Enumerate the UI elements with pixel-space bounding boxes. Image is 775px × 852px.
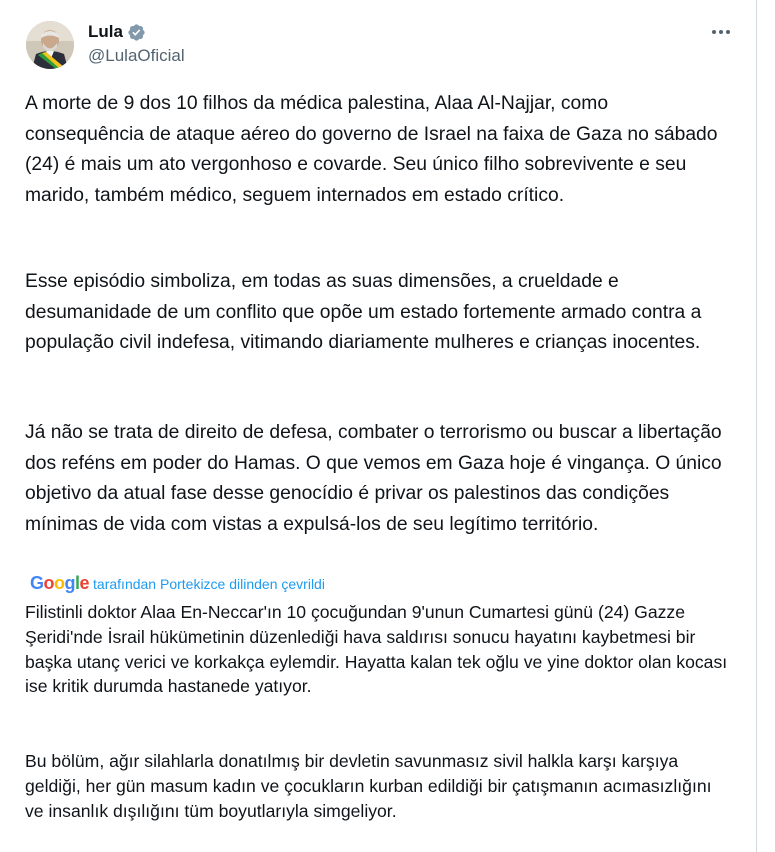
google-logo-letter: G bbox=[30, 573, 44, 593]
google-logo-letter: l bbox=[75, 573, 80, 593]
author-row bbox=[88, 22, 146, 42]
translated-paragraph: Filistinli doktor Alaa En-Neccar'ın 10 çocuğundan 9'unun Cumartesi günü (24) Gazze Şeridi'nde İsrail hükümetinin düzenlediği hava saldırısı sonucu hayatını kaybetmesi bir başka utanç verici ve korkakça eylemdir. Hayatta kalan tek oğlu ve yine doktor olan kocası ise kritik durumda hastanede yatıyor. bbox=[25, 602, 728, 697]
tweet-paragraph: A morte de 9 dos 10 filhos da médica palestina, Alaa Al-Najjar, como consequência de ataque aéreo do governo de Israel na faixa de Gaza no sábado (24) é mais um ato vergonhoso e covarde. Seu único filho sobrevivente e seu marido, também médico, seguem internados em estado crítico. bbox=[25, 93, 718, 206]
avatar[interactable] bbox=[26, 21, 74, 69]
google-logo-letter: o bbox=[54, 573, 65, 593]
google-logo-letter: g bbox=[64, 573, 76, 593]
translated-paragraph: Bu bölüm, ağır silahlarla donatılmış bir devletin savunmasız sivil halkla karşı karşıya geldiği, her gün masum kadın ve çocukların kurban edildiği bir çatışmanın acımasızlığını ve insanlık dışılığını tüm boyutlarıyla simgeliyor. bbox=[25, 751, 712, 821]
google-logo-letter: e bbox=[79, 573, 90, 593]
tweet-paragraph: Esse episódio simboliza, em todas as suas dimensões, a crueldade e desumanidade de um conflito que opõe um estado fortemente armado contra a população civil indefesa, vitimando diariamente mulheres e crianças inocentes. bbox=[25, 271, 702, 354]
tweet-paragraph: Já não se trata de direito de defesa, combater o terrorismo ou buscar a libertação dos reféns em poder do Hamas. O que vemos em Gaza hoje é vingança. O único objetivo da atual fase desse genocídio é privar os palestinos das condições mínimas de vida com vistas a expulsá-los de seu legítimo território. bbox=[25, 422, 722, 535]
author-name[interactable]: Lula bbox=[88, 22, 123, 41]
more-options-icon[interactable] bbox=[708, 22, 734, 42]
verified-badge-icon[interactable] bbox=[127, 23, 146, 42]
translation-attribution bbox=[30, 573, 325, 594]
google-logo bbox=[30, 573, 89, 594]
translated-from-link[interactable]: tarafından Portekizce dilinden çevrildi bbox=[93, 575, 325, 592]
google-logo-letter: o bbox=[43, 573, 55, 593]
author-handle[interactable]: @LulaOficial bbox=[88, 46, 185, 65]
